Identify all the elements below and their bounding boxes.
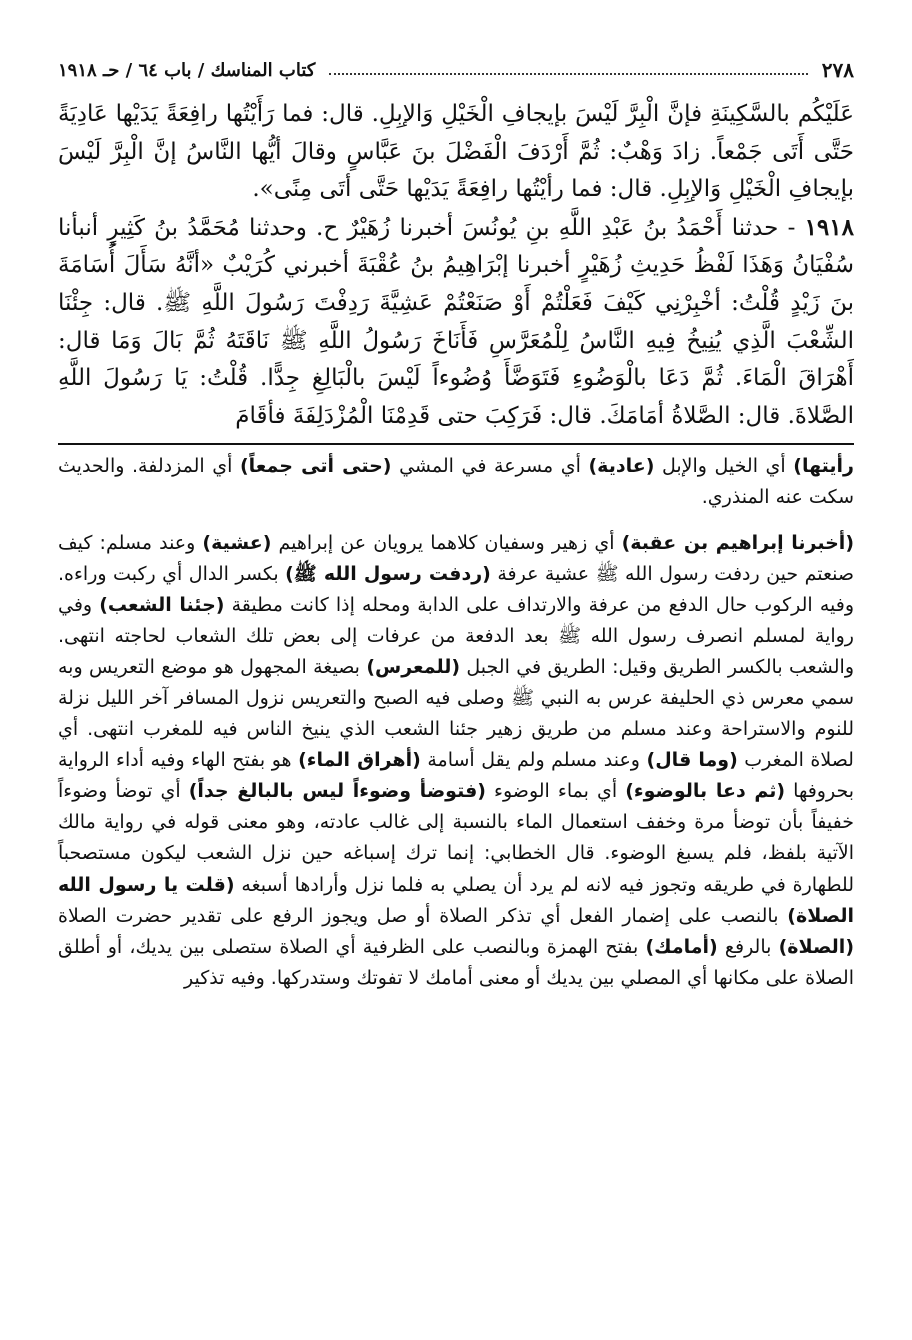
hadith-text — [58, 96, 854, 435]
footnote-divider — [58, 443, 854, 445]
hadith-number: ١٩١٨ — [804, 213, 854, 241]
hadith-paragraph-1: عَلَيْكُم بالسَّكِينَةِ فإنَّ الْبِرَّ لَيْسَ بإيجافِ الْخَيْلِ وَالإبِلِ. قال: فما رَأَيْتُها رافِعَةً يَدَيْها عَادِيَةً حَتَّى أَتَى جَمْعاً. زادَ وَهْبٌ: ثُمَّ أَرْدَفَ الْفَضْلَ بنَ عَبَّاسٍ وقالَ أيُّها النَّاسُ إنَّ الْبِرَّ لَيْسَ بإيجافِ الْخَيْلِ وَالإبِلِ. قال: فما رأيْتُها رافِعَةً يَدَيْها حَتَّى أتَى مِنًى». — [58, 101, 854, 203]
running-title: كتاب المناسك / باب ٦٤ / حـ ١٩١٨ — [58, 59, 316, 81]
header-dotted-leader — [329, 73, 807, 75]
book-page — [58, 52, 854, 994]
page-number: ٢٧٨ — [821, 58, 854, 82]
hadith-paragraph-2 — [58, 209, 854, 436]
commentary-text — [58, 451, 854, 994]
commentary-paragraph-2: (أخبرنا إبراهيم بن عقبة) أي زهير وسفيان كلاهما يرويان عن إبراهيم (عشية) وعند مسلم: كيف صنعتم حين ردفت رسول الله ﷺ عشية عرفة (ردفت رسول الله ﷺ) بكسر الدال أي ركبت وراءه. وفيه الركوب حال الدفع من عرفة والارتداف على الدابة ومحله إذا كانت مطيقة (جئنا الشعب) وفي رواية لمسلم انصرف رسول الله ﷺ بعد الدفعة من عرفات إلى بعض تلك الشعاب لحاجته انتهى. والشعب بالكسر الطريق وقيل: الطريق في الجبل (للمعرس) بصيغة المجهول هو موضع التعريس وبه سمي معرس ذي الحليفة عرس به النبي ﷺ وصلى فيه الصبح والتعريس نزول المسافر آخر الليل نزلة للنوم والاستراحة وعند مسلم من طريق زهير جئنا الشعب الذي ينيخ الناس فيه للمغرب انتهى. أي لصلاة المغرب (وما قال) وعند مسلم ولم يقل أسامة (أهراق الماء) هو بفتح الهاء وفيه أداء الرواية بحروفها (ثم دعا بالوضوء) أي بماء الوضوء (فتوضأ وضوءاً ليس بالبالغ جداً) أي توضأ وضوءاً خفيفاً بأن توضأ مرة وخفف استعمال الماء بالنسبة إلى غالب عادته، وهو معنى قوله في رواية مالك الآتية بلفظ، فلم يسبغ الوضوء. قال الخطابي: إنما ترك إسباغه حين نزل الشعب ليكون مستصحباً للطهارة في طريقه وتجوز فيه لانه لم يرد أن يصلي به فلما نزل وأرادها أسبغه (قلت يا رسول الله الصلاة) بالنصب على إضمار الفعل أي تذكر الصلاة أو صل ويجوز الرفع على تقدير حضرت الصلاة (الصلاة) بالرفع (أمامك) بفتح الهمزة وبالنصب على الظرفية أي الصلاة ستصلى بين يديك، أو أطلق الصلاة على مكانها أي المصلي بين يديك أو معنى أمامك لا تفوتك وستدركها. وفيه تذكير — [58, 531, 855, 989]
hadith-paragraph-2-text: - حدثنا أَحْمَدُ بنُ عَبْدِ اللَّهِ بنِ يُونُسَ أخبرنا زُهَيْرٌ ح. وحدثنا مُحَمَّدُ بنُ كَثِيرٍ أنبأنا سُفْيَانُ وَهَذَا لَفْظُ حَدِيثِ زُهَيْرٍ أخبرنا إبْرَاهِيمُ بنُ عُقْبَةَ أخبرني كُرَيْبٌ «أنَّهُ سَأَلَ أُسَامَةَ بنَ زَيْدٍ قُلْتُ: أخْبِرْنِي كَيْفَ فَعَلْتُمْ أَوْ صَنَعْتُمْ عَشِيَّةَ رَدِفْتَ رَسُولَ اللَّهِ ﷺ. قال: جِئْنَا الشِّعْبَ الَّذِي يُنِيخُ فِيهِ النَّاسُ لِلْمُعَرَّسِ فَأَنَاخَ رَسُولُ اللَّهِ ﷺ نَاقَتَهُ ثُمَّ بَالَ وَمَا قال: أَهْرَاقَ الْمَاءَ. ثُمَّ دَعَا بالْوَضُوءِ فَتَوَضَّأَ وُضُوءاً لَيْسَ بالْبَالِغِ جِدًّا. قُلْتُ: يَا رَسُولَ اللَّهِ الصَّلاةَ. قال: الصَّلاةُ أمَامَكَ. قال: فَرَكِبَ حتى قَدِمْنَا الْمُزْدَلِفَةَ فأقَامَ — [58, 214, 854, 429]
page-header — [58, 52, 854, 88]
commentary-paragraph-1: رأيتها) أي الخيل والإبل (عادية) أي مسرعة في المشي (حتى أتى جمعاً) أي المزدلفة. والحديث سكت عنه المنذري. — [58, 455, 854, 509]
